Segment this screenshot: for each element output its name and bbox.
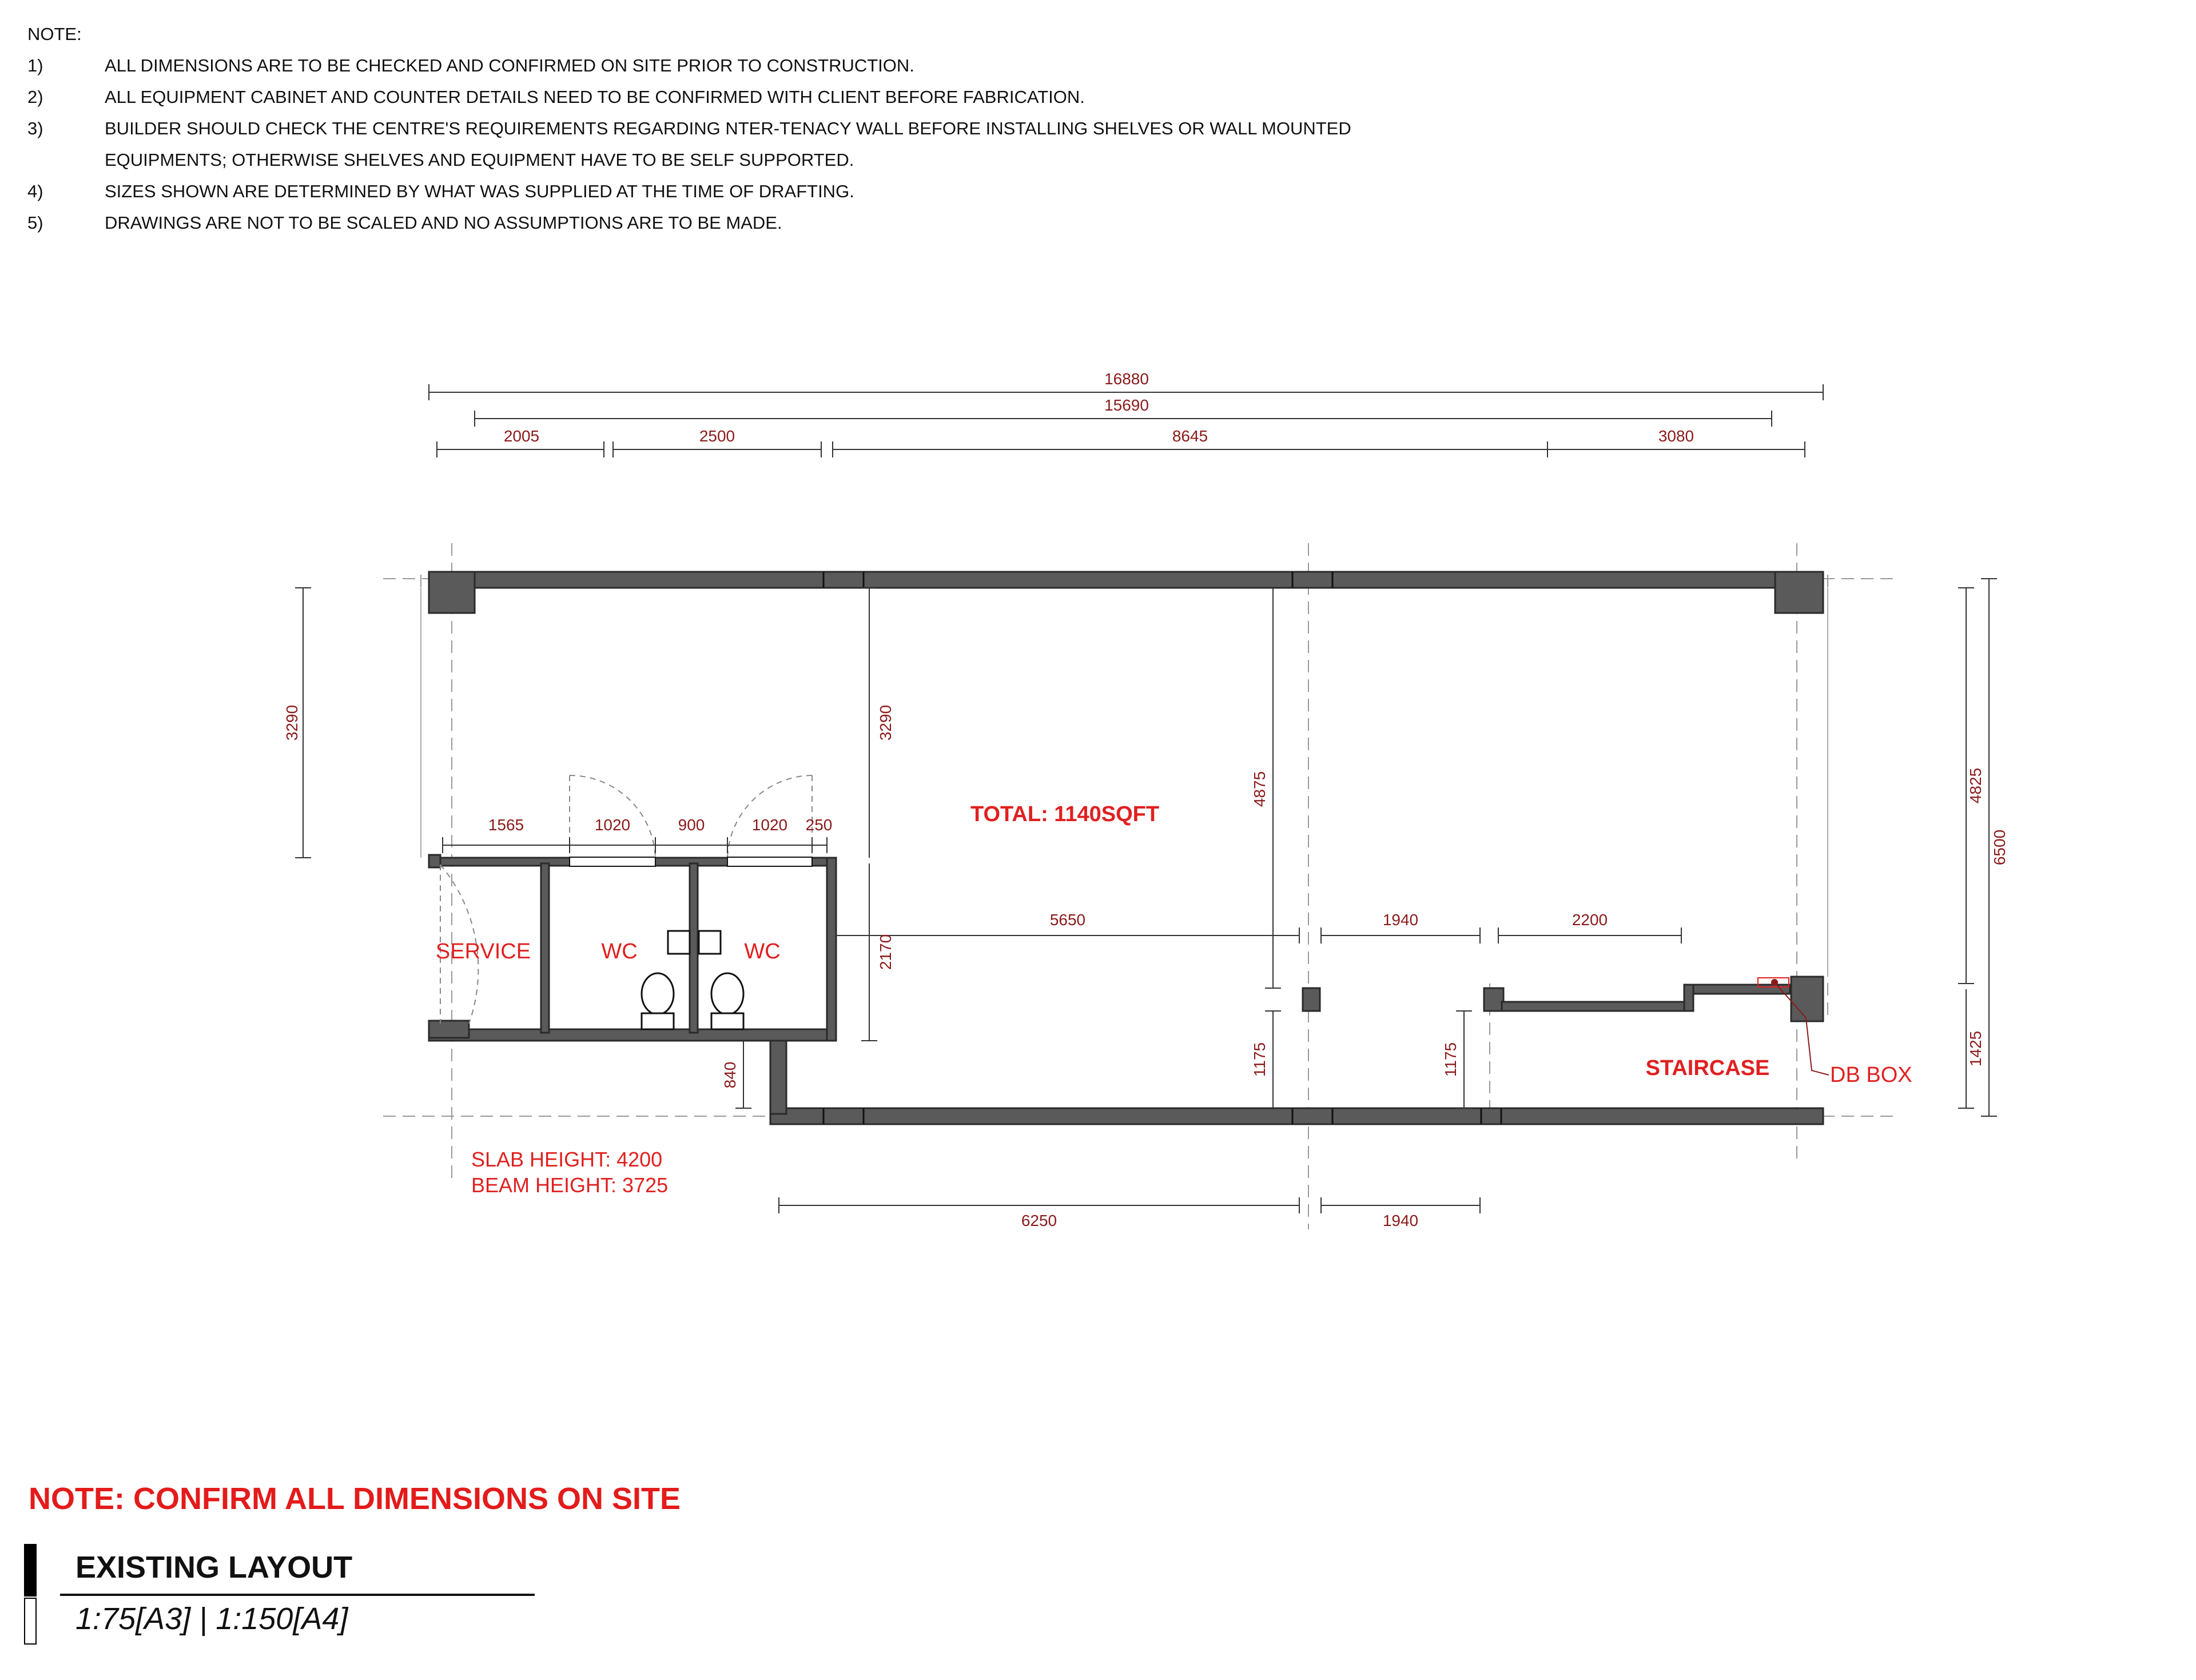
dim-step-depth: 840 <box>721 1061 739 1089</box>
right-wall <box>1807 606 1823 978</box>
slab-height: SLAB HEIGHT: 4200 <box>471 1148 663 1171</box>
service-partition <box>541 863 549 1033</box>
free-column <box>1303 988 1320 1011</box>
door-swings <box>440 775 812 1024</box>
toilet-bowl <box>642 973 674 1014</box>
dim-right-upper: 4825 <box>1967 767 1984 804</box>
service-post-bottom <box>429 1021 469 1038</box>
dim-overall-inner: 15690 <box>1104 396 1149 414</box>
layout-scale: 1:75[A3] | 1:150[A4] <box>75 1602 348 1636</box>
dim-bottom-seg: 6250 <box>1021 1212 1057 1229</box>
wall-joints <box>824 572 1501 1124</box>
wc-back-wall <box>429 1029 835 1041</box>
bottom-wall <box>770 1108 1823 1124</box>
basin <box>668 931 690 954</box>
stair-wall-riser <box>1684 985 1693 1011</box>
dim-wc-seg: 1020 <box>751 816 788 834</box>
stair-wall <box>1502 1002 1690 1011</box>
dim-stair-gap: 1940 <box>1382 911 1419 929</box>
toilet-tank <box>642 1013 674 1029</box>
dim-wc-seg: 1020 <box>594 816 631 834</box>
top-right-column <box>1775 572 1823 613</box>
wc-right-wall <box>827 858 836 1041</box>
dim-wc-seg: 900 <box>678 816 705 834</box>
note-text: SIZES SHOWN ARE DETERMINED BY WHAT WAS SUPPLIED AT THE TIME OF DRAFTING. <box>105 181 854 201</box>
dim-mid-span: 5650 <box>1049 911 1086 929</box>
confirm-dimensions-note: NOTE: CONFIRM ALL DIMENSIONS ON SITE <box>29 1482 681 1516</box>
dim-wc-seg: 250 <box>805 816 833 834</box>
dim-column-lower: 1175 <box>1251 1042 1268 1077</box>
db-box-column <box>1791 977 1823 1021</box>
stub-wall <box>770 1040 786 1114</box>
room-label-service: SERVICE <box>435 939 531 964</box>
door-opening <box>570 857 655 866</box>
grid-lines <box>383 543 1893 1229</box>
title-underline <box>60 1594 535 1596</box>
dim-wc-seg: 1565 <box>488 816 524 834</box>
wc-partition <box>690 863 698 1033</box>
service-post-top <box>429 855 440 867</box>
dim-stair-height: 1175 <box>1442 1042 1459 1077</box>
inner-outline <box>421 588 1828 977</box>
dim-column-upper: 4875 <box>1251 771 1268 807</box>
toilet-tank <box>711 1013 743 1029</box>
door-opening <box>727 857 812 866</box>
stair-wall-step <box>1684 985 1790 994</box>
total-area-label: TOTAL: 1140SQFT <box>970 802 1160 826</box>
stair-post <box>1484 988 1503 1011</box>
room-label-wc: WC <box>601 939 638 964</box>
title-bar-marker <box>24 1544 37 1597</box>
room-label-staircase: STAIRCASE <box>1645 1056 1770 1080</box>
top-wall <box>429 572 1823 588</box>
height-info <box>471 1148 668 1197</box>
walls <box>429 572 1823 1124</box>
dimension-lines <box>295 384 1997 1213</box>
dim-left-height: 3290 <box>283 704 301 741</box>
dim-right-lower: 1425 <box>1967 1030 1984 1067</box>
room-label-wc: WC <box>744 939 781 964</box>
toilet-icon <box>711 973 743 1029</box>
note-text: ALL EQUIPMENT CABINET AND COUNTER DETAILS NEED TO BE CONFIRMED WITH CLIENT BEFORE FABRICATION. <box>105 87 1085 107</box>
dim-top-seg: 3080 <box>1658 427 1694 445</box>
dim-stair-length: 2200 <box>1572 911 1608 929</box>
dim-right-total: 6500 <box>1991 829 2008 866</box>
beam-height: BEAM HEIGHT: 3725 <box>471 1173 669 1197</box>
dim-mid-height: 3290 <box>877 704 894 741</box>
note-number: 4) <box>27 181 43 201</box>
dim-overall-total: 16880 <box>1104 370 1149 388</box>
dim-bottom-seg: 1940 <box>1382 1212 1419 1229</box>
db-box-label: DB BOX <box>1830 1063 1912 1087</box>
title-bar-marker <box>24 1598 37 1645</box>
note-text: BUILDER SHOULD CHECK THE CENTRE'S REQUIREMENTS REGARDING NTER-TENACY WALL BEFORE INSTALLING SHELVES OR WALL MOUNTED <box>105 118 1351 138</box>
basin <box>699 931 721 954</box>
top-left-column <box>429 572 475 613</box>
note-number: 2) <box>27 87 43 107</box>
dimension-labels <box>283 370 2008 1229</box>
note-number: 5) <box>27 213 43 233</box>
note-text: DRAWINGS ARE NOT TO BE SCALED AND NO ASSUMPTIONS ARE TO BE MADE. <box>105 213 782 233</box>
note-number: 1) <box>27 55 43 75</box>
toilet-bowl <box>711 973 743 1014</box>
note-text: ALL DIMENSIONS ARE TO BE CHECKED AND CONFIRMED ON SITE PRIOR TO CONSTRUCTION. <box>105 55 914 75</box>
layout-title: EXISTING LAYOUT <box>75 1550 353 1585</box>
dim-top-seg: 8645 <box>1172 427 1208 445</box>
dim-top-seg: 2005 <box>503 427 540 445</box>
note-text: EQUIPMENTS; OTHERWISE SHELVES AND EQUIPMENT HAVE TO BE SELF SUPPORTED. <box>105 150 854 170</box>
dim-top-seg: 2500 <box>699 427 735 445</box>
note-number: 3) <box>27 118 43 138</box>
dim-wc-depth: 2170 <box>877 934 894 970</box>
notes-title: NOTE: <box>27 24 82 44</box>
toilet-icon <box>642 973 674 1029</box>
